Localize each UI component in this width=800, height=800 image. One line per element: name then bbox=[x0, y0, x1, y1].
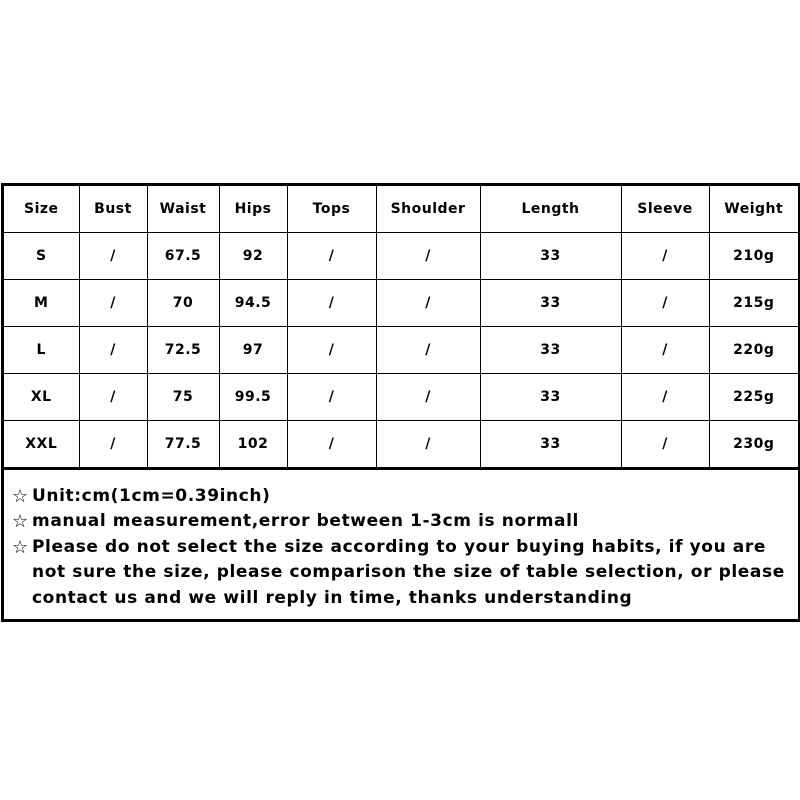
cell-hips: 99.5 bbox=[219, 373, 287, 420]
cell-sleeve: / bbox=[621, 373, 709, 420]
star-icon: ☆ bbox=[12, 485, 29, 507]
table-header-row bbox=[4, 186, 798, 232]
cell-waist: 72.5 bbox=[147, 326, 219, 373]
cell-sleeve: / bbox=[621, 232, 709, 279]
cell-bust: / bbox=[79, 373, 147, 420]
cell-bust: / bbox=[79, 232, 147, 279]
cell-tops: / bbox=[287, 326, 376, 373]
cell-length: 33 bbox=[480, 373, 621, 420]
cell-length: 33 bbox=[480, 232, 621, 279]
cell-waist: 75 bbox=[147, 373, 219, 420]
note-advice-text-2: not sure the size, please comparison the size of table selection, or please bbox=[32, 562, 785, 582]
note-measurement-text: manual measurement,error between 1-3cm is normall bbox=[32, 511, 579, 531]
note-unit bbox=[12, 484, 798, 510]
header-shoulder: Shoulder bbox=[376, 186, 480, 232]
table-row bbox=[4, 420, 798, 467]
table-row bbox=[4, 232, 798, 279]
cell-shoulder: / bbox=[376, 373, 480, 420]
header-tops: Tops bbox=[287, 186, 376, 232]
cell-weight: 215g bbox=[709, 279, 798, 326]
cell-weight: 225g bbox=[709, 373, 798, 420]
cell-tops: / bbox=[287, 279, 376, 326]
cell-bust: / bbox=[79, 279, 147, 326]
cell-sleeve: / bbox=[621, 420, 709, 467]
cell-length: 33 bbox=[480, 279, 621, 326]
cell-hips: 94.5 bbox=[219, 279, 287, 326]
table-row bbox=[4, 373, 798, 420]
cell-hips: 97 bbox=[219, 326, 287, 373]
cell-shoulder: / bbox=[376, 326, 480, 373]
cell-tops: / bbox=[287, 420, 376, 467]
cell-length: 33 bbox=[480, 326, 621, 373]
cell-weight: 220g bbox=[709, 326, 798, 373]
cell-hips: 102 bbox=[219, 420, 287, 467]
size-table bbox=[4, 186, 798, 468]
size-notes bbox=[4, 468, 798, 618]
cell-size: M bbox=[4, 279, 79, 326]
table-row bbox=[4, 326, 798, 373]
cell-sleeve: / bbox=[621, 326, 709, 373]
cell-waist: 67.5 bbox=[147, 232, 219, 279]
cell-size: S bbox=[4, 232, 79, 279]
header-bust: Bust bbox=[79, 186, 147, 232]
note-measurement bbox=[12, 509, 798, 535]
cell-shoulder: / bbox=[376, 279, 480, 326]
header-hips: Hips bbox=[219, 186, 287, 232]
cell-hips: 92 bbox=[219, 232, 287, 279]
cell-size: XL bbox=[4, 373, 79, 420]
note-advice-text-1: Please do not select the size according to your buying habits, if you are bbox=[32, 536, 766, 557]
cell-tops: / bbox=[287, 232, 376, 279]
header-sleeve: Sleeve bbox=[621, 186, 709, 232]
cell-size: L bbox=[4, 326, 79, 373]
note-unit-text: Unit:cm(1cm=0.39inch) bbox=[32, 485, 271, 506]
star-icon: ☆ bbox=[12, 511, 29, 532]
size-chart bbox=[1, 183, 800, 622]
cell-tops: / bbox=[287, 373, 376, 420]
cell-shoulder: / bbox=[376, 232, 480, 279]
cell-bust: / bbox=[79, 420, 147, 467]
cell-weight: 230g bbox=[709, 420, 798, 467]
cell-size: XXL bbox=[4, 420, 79, 467]
note-advice bbox=[12, 535, 798, 561]
header-waist: Waist bbox=[147, 186, 219, 232]
cell-waist: 70 bbox=[147, 279, 219, 326]
cell-shoulder: / bbox=[376, 420, 480, 467]
note-advice-text-3: contact us and we will reply in time, thanks understanding bbox=[32, 587, 633, 608]
cell-waist: 77.5 bbox=[147, 420, 219, 467]
header-length: Length bbox=[480, 186, 621, 232]
header-size: Size bbox=[4, 186, 79, 232]
header-weight: Weight bbox=[709, 186, 798, 232]
cell-bust: / bbox=[79, 326, 147, 373]
table-row bbox=[4, 279, 798, 326]
cell-sleeve: / bbox=[621, 279, 709, 326]
cell-weight: 210g bbox=[709, 232, 798, 279]
cell-length: 33 bbox=[480, 420, 621, 467]
star-icon: ☆ bbox=[12, 536, 29, 558]
